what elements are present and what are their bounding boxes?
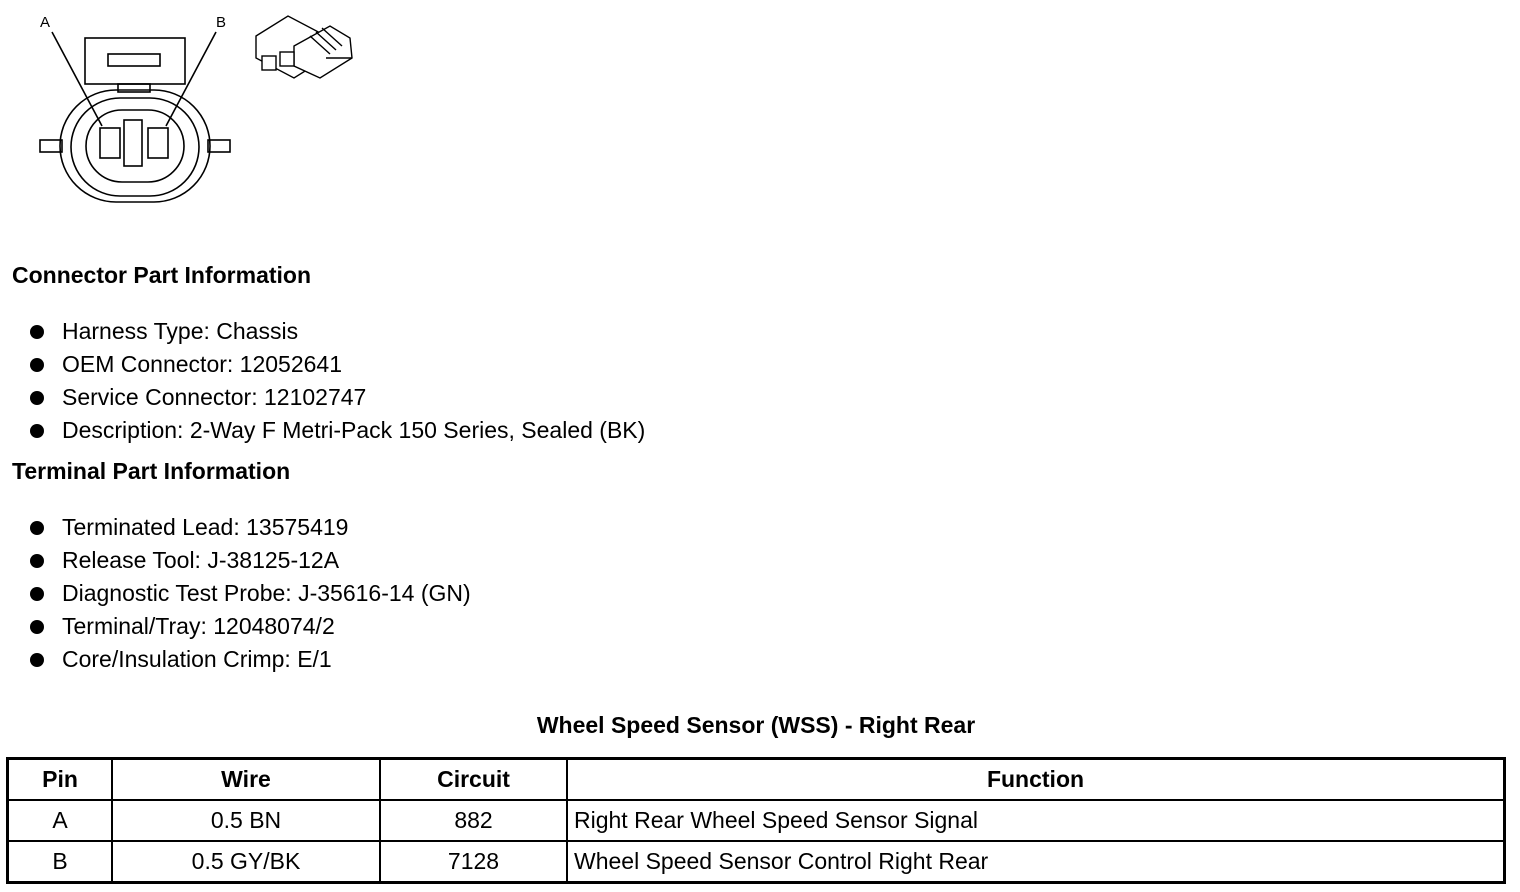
list-item (28, 511, 471, 544)
header-wire: Wire (112, 759, 380, 801)
pin-label-b: B (216, 14, 227, 31)
list-item (28, 414, 645, 447)
cell-wire: 0.5 GY/BK (112, 841, 380, 883)
table-title: Wheel Speed Sensor (WSS) - Right Rear (536, 712, 976, 738)
list-item-text: OEM Connector: 12052641 (62, 351, 343, 377)
list-item (28, 577, 471, 610)
bullet-icon (30, 358, 44, 372)
pin-table (6, 757, 1506, 884)
cell-circuit: 882 (380, 800, 567, 841)
list-item (28, 348, 645, 381)
cell-wire: 0.5 BN (112, 800, 380, 841)
cell-circuit: 7128 (380, 841, 567, 883)
list-item-text: Diagnostic Test Probe: J-35616-14 (GN) (62, 580, 471, 606)
header-circuit: Circuit (380, 759, 567, 801)
cell-function: Right Rear Wheel Speed Sensor Signal (567, 800, 1505, 841)
list-item (28, 610, 471, 643)
list-item-text: Harness Type: Chassis (62, 318, 299, 344)
connector-3d-view (256, 16, 352, 78)
connector-info-heading: Connector Part Information (12, 262, 312, 288)
list-item (28, 544, 471, 577)
bullet-icon (30, 391, 44, 405)
list-item (28, 381, 645, 414)
bullet-icon (30, 325, 44, 339)
list-item-text: Service Connector: 12102747 (62, 384, 367, 410)
list-item-text: Terminated Lead: 13575419 (62, 514, 349, 540)
table-header-row (8, 759, 1505, 801)
bullet-icon (30, 521, 44, 535)
bullet-icon (30, 424, 44, 438)
bullet-icon (30, 653, 44, 667)
list-item-text: Release Tool: J-38125-12A (62, 547, 340, 573)
list-item (28, 643, 471, 676)
connector-info-list (28, 315, 645, 447)
terminal-info-list (28, 511, 471, 676)
list-item (28, 315, 645, 348)
cell-function: Wheel Speed Sensor Control Right Rear (567, 841, 1505, 883)
table-row (8, 841, 1505, 883)
table-row (8, 800, 1505, 841)
terminal-info-heading: Terminal Part Information (12, 458, 291, 484)
list-item-text: Terminal/Tray: 12048074/2 (62, 613, 335, 639)
bullet-icon (30, 587, 44, 601)
connector-diagram (30, 6, 370, 206)
header-pin: Pin (8, 759, 113, 801)
cell-pin: A (8, 800, 113, 841)
bullet-icon (30, 620, 44, 634)
pin-label-a: A (40, 14, 51, 31)
header-function: Function (567, 759, 1505, 801)
list-item-text: Description: 2-Way F Metri-Pack 150 Series, Sealed (BK) (62, 417, 646, 443)
bullet-icon (30, 554, 44, 568)
list-item-text: Core/Insulation Crimp: E/1 (62, 646, 332, 672)
cell-pin: B (8, 841, 113, 883)
